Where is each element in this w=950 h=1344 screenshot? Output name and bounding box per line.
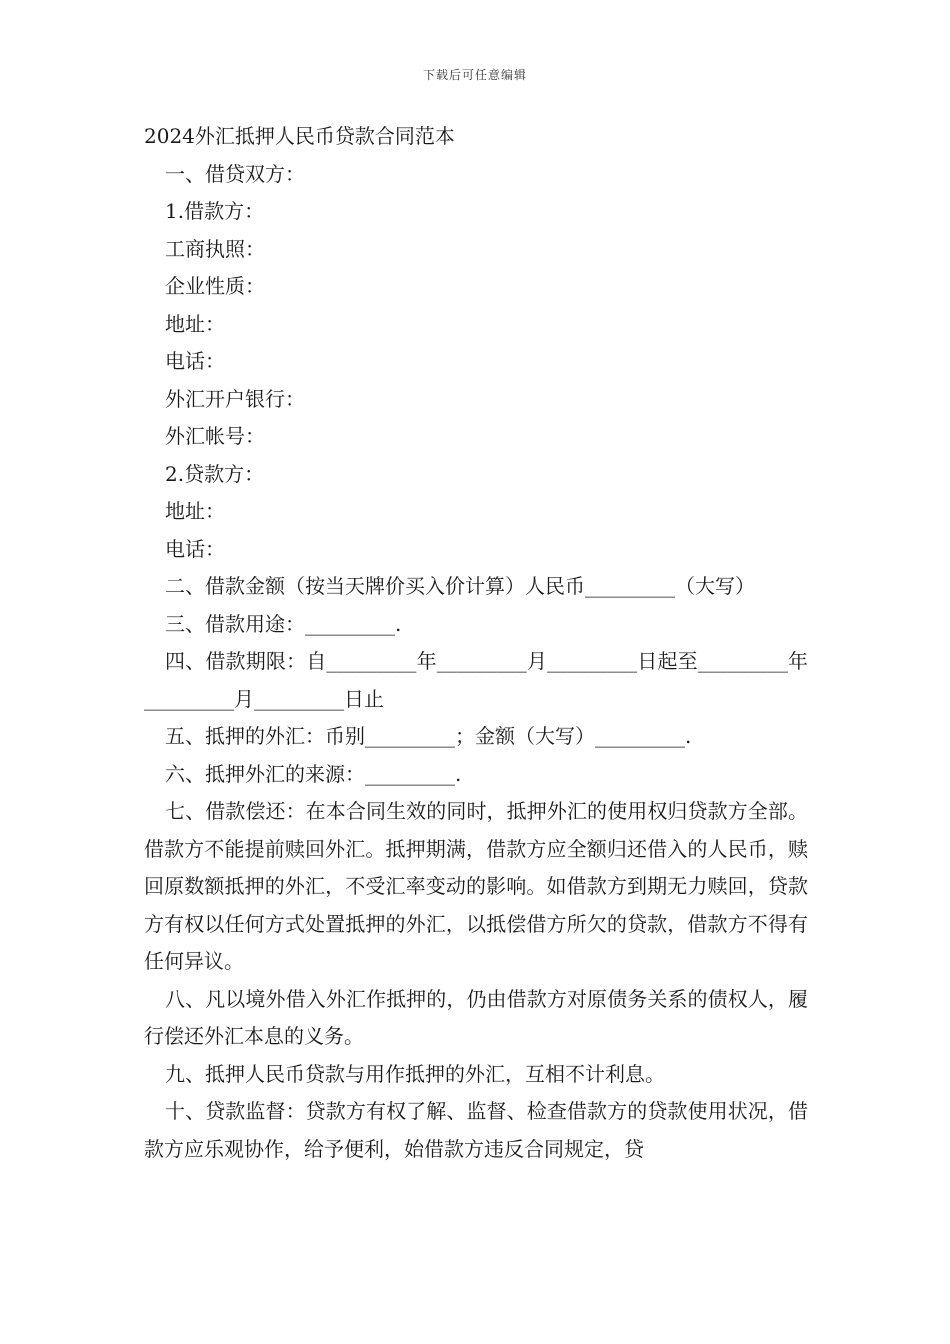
- document-title: 2024外汇抵押人民币贷款合同范本: [144, 124, 455, 148]
- clause-loan-term: 四、借款期限：自_________年_________月_________日起至_________年_________月_________日止: [144, 649, 808, 711]
- lender-address-field: 地址：: [165, 499, 225, 523]
- clause-loan-purpose: 三、借款用途：_________.: [165, 611, 402, 636]
- clause-forex-source: 六、抵押外汇的来源：_________.: [165, 761, 462, 786]
- clause-pledged-forex: 五、抵押的外汇：币别_________；金额（大写）_________.: [165, 724, 692, 748]
- clause-no-interest: 九、抵押人民币贷款与用作抵押的外汇，互相不计利息。: [165, 1061, 665, 1086]
- lender-label: 2.贷款方：: [165, 461, 265, 486]
- forex-account-field: 外汇帐号：: [165, 424, 265, 448]
- enterprise-type-field: 企业性质：: [165, 274, 265, 298]
- section-parties-heading: 一、借贷双方：: [165, 161, 305, 186]
- header-note: 下载后可任意编辑: [422, 68, 527, 82]
- borrower-address-field: 地址：: [165, 311, 225, 336]
- clause-overseas-forex: 八、凡以境外借入外汇作抵押的，仍由借款方对原债务关系的债权人，履行偿还外汇本息的义务。: [144, 986, 808, 1048]
- forex-bank-field: 外汇开户银行：: [165, 386, 305, 411]
- business-license-field: 工商执照：: [165, 236, 265, 261]
- clause-loan-supervision: 十、贷款监督：贷款方有权了解、监督、检查借款方的贷款使用状况，借款方应乐观协作，给予便利，始借款方违反合同规定，贷: [144, 1099, 808, 1161]
- clause-repayment: 七、借款偿还：在本合同生效的同时，抵押外汇的使用权归贷款方全部。借款方不能提前赎回外汇。抵押期满，借款方应全额归还借入的人民币，赎回原数额抵押的外汇，不受汇率变动的影响。如借款方到期无力赎回，贷款方有权以任何方式处置抵押的外汇，以抵偿借方所欠的贷款，借款方不得有任何异议。: [144, 799, 808, 973]
- clause-loan-amount: 二、借款金额（按当天牌价买入价计算）人民币_________（大写）: [165, 574, 755, 598]
- borrower-label: 1.借款方：: [165, 199, 265, 223]
- borrower-phone-field: 电话：: [165, 349, 225, 373]
- document-body: [144, 118, 808, 1168]
- lender-phone-field: 电话：: [165, 536, 225, 561]
